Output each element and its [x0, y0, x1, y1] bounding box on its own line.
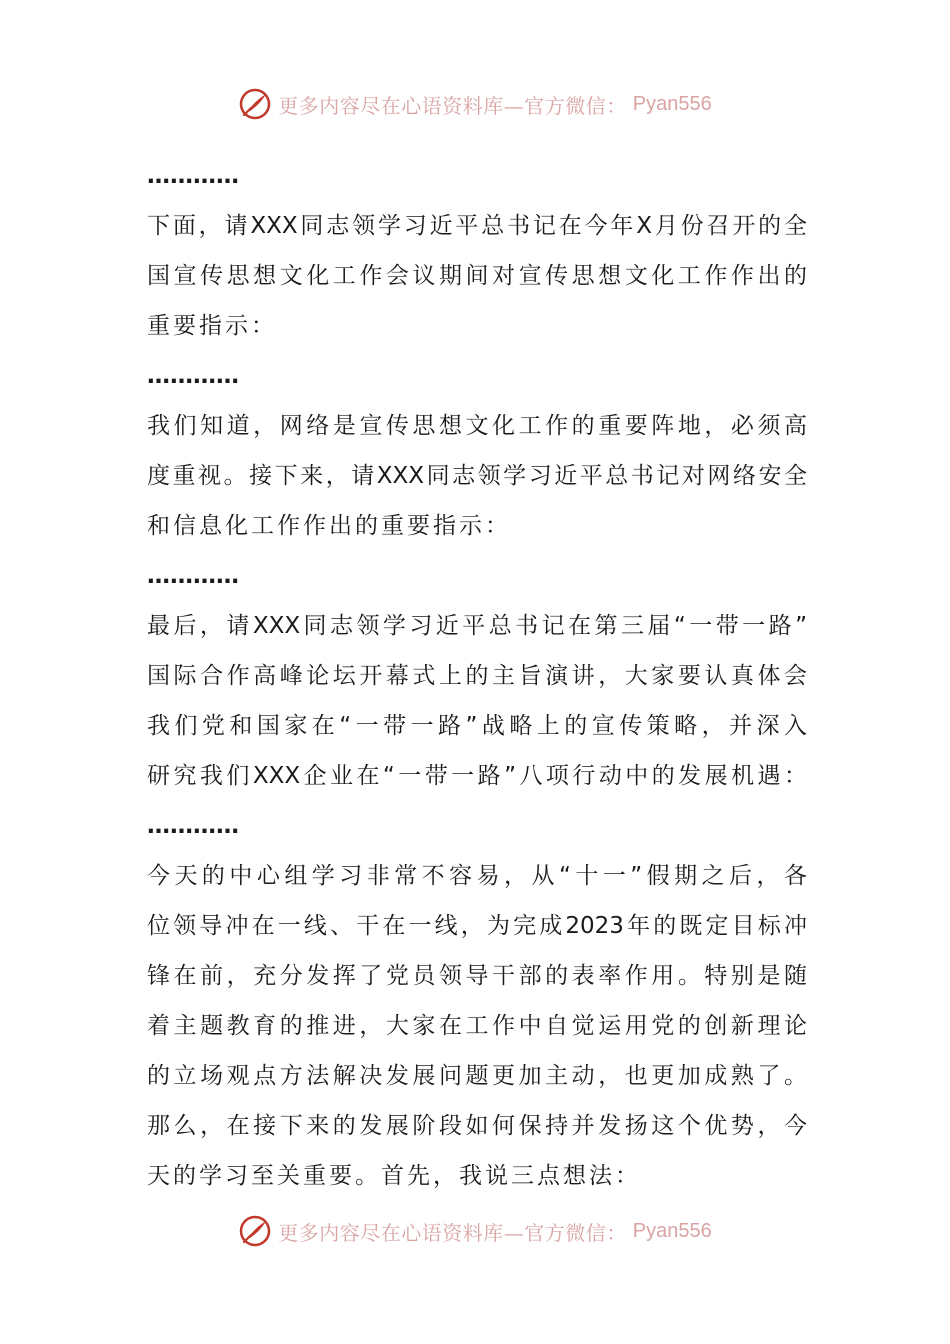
feather-pen-logo-icon: [238, 87, 272, 121]
watermark-wechat-id: Pyan556: [632, 1219, 712, 1242]
paragraph-line: 天的学习至关重要。首先，我说三点想法：: [147, 1163, 641, 1189]
paragraph-line: 研究我们XXX企业在“一带一路”八项行动中的发展机遇：: [147, 763, 807, 789]
ellipsis-line: …………: [147, 813, 239, 839]
paragraph-line: 度重视。接下来，请XXX同志领学习近平总书记对网络安全: [147, 463, 807, 489]
ellipsis-line: …………: [147, 363, 239, 389]
watermark-text: 更多内容尽在心语资料库—官方微信：: [278, 1220, 627, 1245]
paragraph-line: 着主题教育的推进，大家在工作中自觉运用党的创新理论: [147, 1013, 807, 1039]
watermark-wechat-id: Pyan556: [632, 92, 712, 115]
paragraph-line: 的立场观点方法解决发展问题更加主动，也更加成熟了。: [147, 1063, 807, 1089]
document-body: [147, 151, 807, 1201]
watermark-text: 更多内容尽在心语资料库—官方微信：: [278, 93, 627, 118]
paragraph-line: 我们知道，网络是宣传思想文化工作的重要阵地，必须高: [147, 413, 807, 439]
header-watermark: [0, 82, 950, 126]
paragraph-line: 国宣传思想文化工作会议期间对宣传思想文化工作作出的: [147, 263, 807, 289]
paragraph-line: 最后，请XXX同志领学习近平总书记在第三届“一带一路”: [147, 613, 807, 639]
paragraph-line: 那么，在接下来的发展阶段如何保持并发扬这个优势，今: [147, 1113, 807, 1139]
paragraph-line: 重要指示：: [147, 313, 277, 339]
paragraph-line: 今天的中心组学习非常不容易，从“十一”假期之后，各: [147, 863, 807, 889]
paragraph-line: 国际合作高峰论坛开幕式上的主旨演讲，大家要认真体会: [147, 663, 807, 689]
paragraph-line: 和信息化工作作出的重要指示：: [147, 513, 511, 539]
paragraph-line: 位领导冲在一线、干在一线，为完成2023年的既定目标冲: [147, 913, 807, 939]
paragraph-line: 锋在前，充分发挥了党员领导干部的表率作用。特别是随: [147, 963, 807, 989]
footer-watermark: [0, 1209, 950, 1253]
paragraph-line: 我们党和国家在“一带一路”战略上的宣传策略，并深入: [147, 713, 807, 739]
paragraph-line: 下面，请XXX同志领学习近平总书记在今年X月份召开的全: [147, 213, 807, 239]
ellipsis-line: …………: [147, 163, 239, 189]
ellipsis-line: …………: [147, 563, 239, 589]
feather-pen-logo-icon: [238, 1214, 272, 1248]
